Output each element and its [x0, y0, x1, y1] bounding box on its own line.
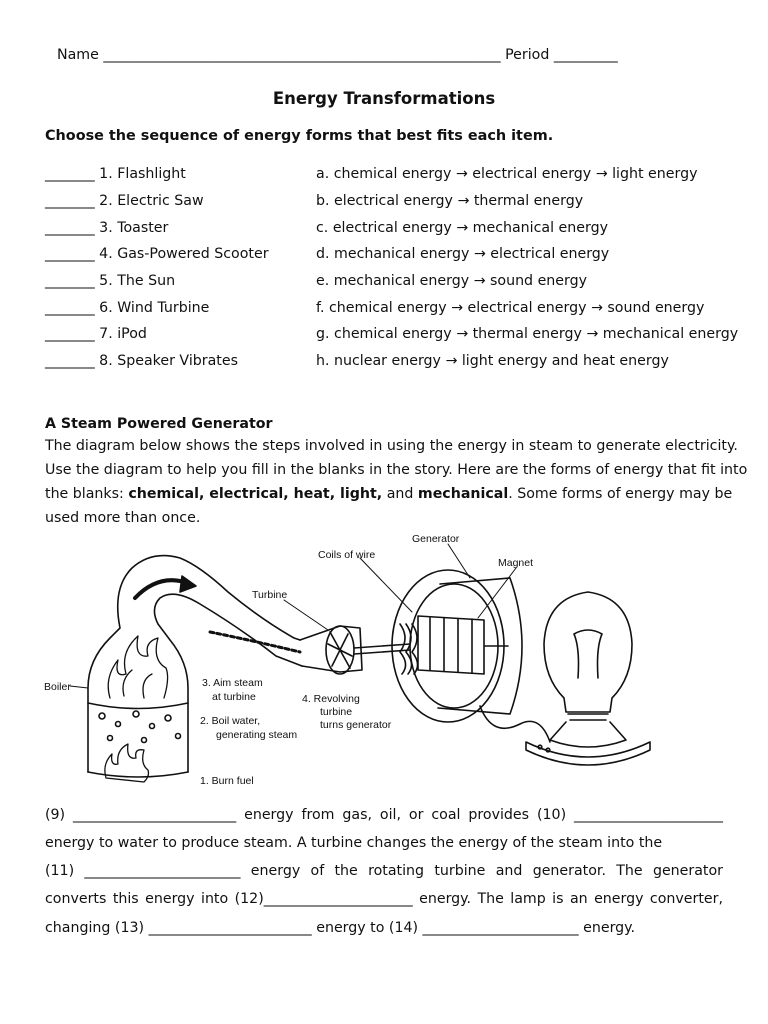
label-step2-b: generating steam [216, 729, 298, 741]
option-e: e. mechanical energy → sound energy [316, 273, 588, 289]
option-h: h. nuclear energy → light energy and heat energy [316, 353, 669, 369]
story-line-12[interactable]: converts this energy into (12)_____________________ energy. The lamp is an energy converter, [45, 891, 723, 907]
story-line-9-10[interactable]: (9) _______________________ energy from gas, oil, or coal provides (10) _____________________ [45, 807, 723, 823]
intro-text: and [382, 486, 418, 502]
page-title: Energy Transformations [272, 89, 496, 108]
story-line-13-14[interactable]: changing (13) _______________________ energy to (14) ______________________ energy. [45, 920, 636, 936]
steam-generator-diagram [40, 528, 740, 800]
matching-item-1[interactable]: _______ 1. Flashlight [45, 166, 186, 182]
story-line-2: energy to water to produce steam. A turbine changes the energy of the steam into the [45, 835, 663, 851]
intro-text: . Some forms of energy may be [508, 486, 733, 502]
intro-line-4: used more than once. [45, 510, 201, 526]
option-c: c. electrical energy → mechanical energy [316, 220, 608, 236]
coils-of-wire [400, 624, 418, 674]
intro-text: the blanks: [45, 486, 129, 502]
label-turbine: Turbine [252, 589, 288, 601]
matching-item-5[interactable]: _______ 5. The Sun [45, 273, 176, 289]
label-step4-b: turbine [320, 706, 353, 718]
label-step4-c: turns generator [320, 719, 392, 731]
story-line-11[interactable]: (11) ______________________ energy of the rotating turbine and generator. The generator [45, 863, 723, 879]
matching-item-7[interactable]: _______ 7. iPod [45, 326, 147, 342]
label-step3-a: 3. Aim steam [202, 677, 263, 689]
matching-item-3[interactable]: _______ 3. Toaster [45, 220, 169, 236]
label-step2-a: 2. Boil water, [200, 715, 261, 727]
label-magnet: Magnet [498, 557, 534, 569]
intro-line-2: Use the diagram to help you fill in the blanks in the story. Here are the forms of energy that fit into [45, 462, 748, 478]
name-period-line[interactable]: Name ________________________________________________________ Period _________ [57, 47, 618, 63]
lamp-base [550, 722, 626, 747]
instructions: Choose the sequence of energy forms that best fits each item. [45, 128, 554, 144]
flames [108, 636, 167, 698]
energy-form-mechanical: mechanical [417, 486, 509, 502]
matching-item-6[interactable]: _______ 6. Wind Turbine [45, 300, 210, 316]
option-d: d. mechanical energy → electrical energy [316, 246, 610, 262]
light-bulb [544, 592, 632, 712]
section-heading: A Steam Powered Generator [45, 416, 273, 432]
label-step1: 1. Burn fuel [200, 775, 254, 787]
option-f: f. chemical energy → electrical energy → sound energy [316, 300, 705, 316]
label-step3-b: at turbine [212, 691, 256, 703]
energy-forms-bold: chemical, electrical, heat, light, [128, 486, 383, 502]
intro-line-3 [45, 486, 732, 502]
magnet [418, 616, 484, 674]
label-generator: Generator [412, 533, 460, 545]
wire [480, 706, 550, 742]
matching-item-8[interactable]: _______ 8. Speaker Vibrates [45, 353, 238, 369]
matching-item-4[interactable]: _______ 4. Gas-Powered Scooter [45, 246, 269, 262]
label-boiler: Boiler [44, 681, 71, 693]
intro-line-1: The diagram below shows the steps involved in using the energy in steam to generate electricity. [45, 438, 738, 454]
matching-item-2[interactable]: _______ 2. Electric Saw [45, 193, 204, 209]
option-g: g. chemical energy → thermal energy → mechanical energy [316, 326, 739, 342]
label-coils: Coils of wire [318, 549, 376, 561]
option-b: b. electrical energy → thermal energy [316, 193, 584, 209]
option-a: a. chemical energy → electrical energy → light energy [316, 166, 698, 182]
boiler-base [88, 772, 188, 777]
label-step4-a: 4. Revolving [302, 693, 360, 705]
